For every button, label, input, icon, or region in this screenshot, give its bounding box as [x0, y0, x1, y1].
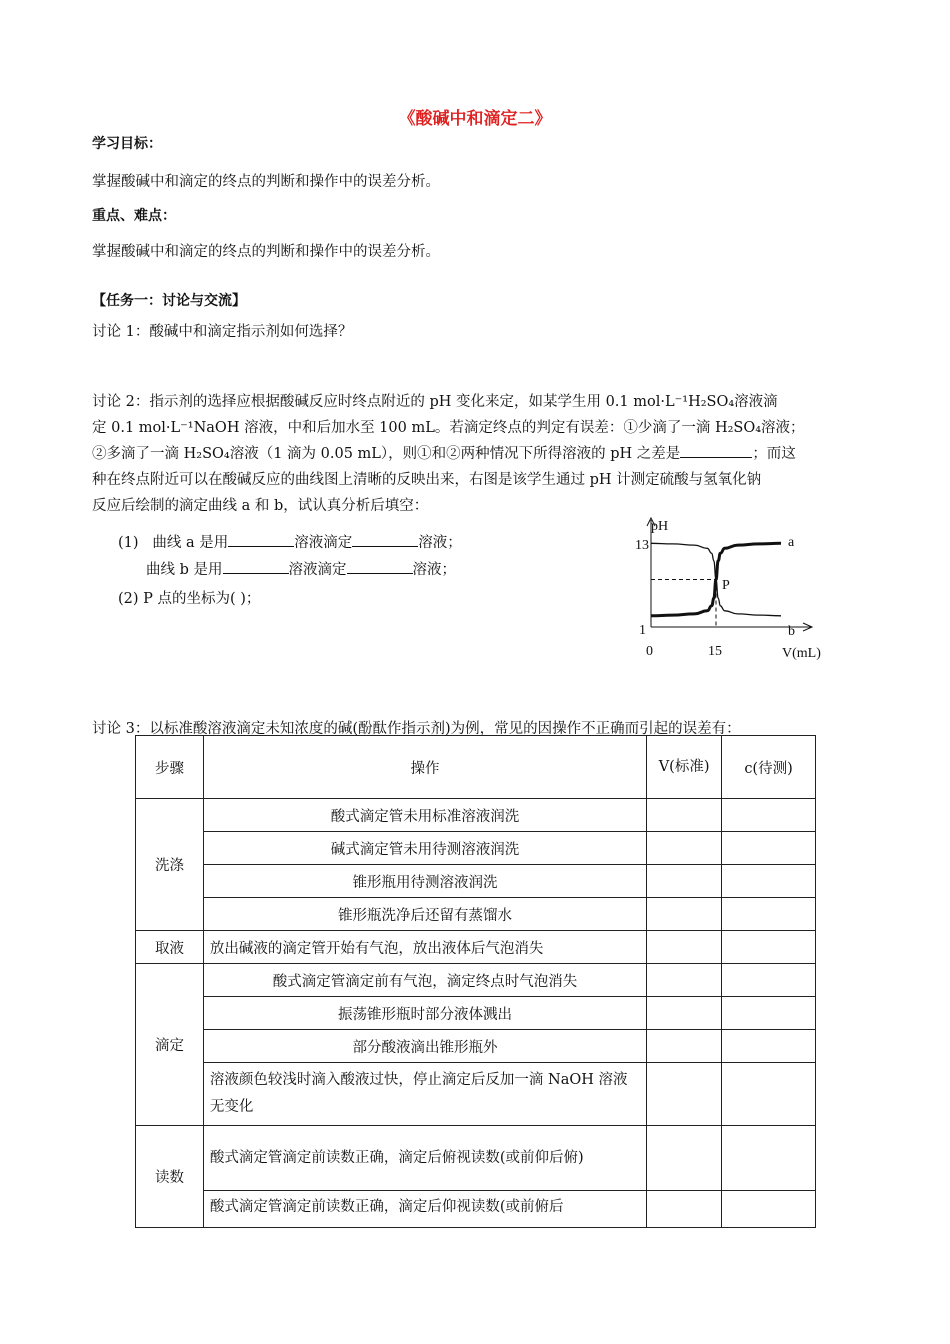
operation-cell: 锥形瓶用待测溶液润洗: [203, 865, 646, 898]
step-cell-read: 读数: [136, 1126, 204, 1228]
key-points-text: 掌握酸碱中和滴定的终点的判断和操作中的误差分析。: [92, 244, 440, 260]
c-answer-cell[interactable]: [722, 1030, 816, 1063]
task1-heading: 【任务一：讨论与交流】: [92, 293, 246, 309]
x-tick-15: 15: [708, 644, 722, 659]
discussion2-line5: 反应后绘制的滴定曲线 a 和 b，试认真分析后填空：: [92, 498, 429, 514]
discussion2-paragraph: [92, 389, 805, 519]
header-step: 步骤: [136, 736, 204, 799]
c-answer-cell[interactable]: [722, 931, 816, 964]
discussion2-line4: 种在终点附近可以在酸碱反应的曲线图上清晰的反映出来，右图是该学生通过 pH 计测定硫酸与氢氧化钠: [92, 472, 762, 488]
curve-a-titrant-blank[interactable]: [228, 531, 294, 547]
c-answer-cell[interactable]: [722, 997, 816, 1030]
curve-a-label: a: [788, 535, 795, 550]
objectives-heading: 学习目标：: [92, 136, 162, 152]
v-answer-cell[interactable]: [647, 1063, 722, 1126]
operation-cell: 溶液颜色较浅时滴入酸液过快，停止滴定后反加一滴 NaOH 溶液无变化: [203, 1063, 646, 1126]
operation-cell: 振荡锥形瓶时部分液体溅出: [203, 997, 646, 1030]
operation-cell: 碱式滴定管未用待测溶液润洗: [203, 832, 646, 865]
table-row: [136, 865, 816, 898]
discussion3-text: 讨论 3：以标准酸溶液滴定未知浓度的碱(酚酞作指示剂)为例，常见的因操作不正确而引起的误差有：: [92, 721, 741, 737]
y-tick-1: 1: [639, 623, 646, 638]
c-answer-cell[interactable]: [722, 1063, 816, 1126]
discussion2-line1: 讨论 2：指示剂的选择应根据酸碱反应时终点附近的 pH 变化来定，如某学生用 0.1 mol·L⁻¹H₂SO₄溶液滴: [92, 394, 778, 410]
v-answer-cell[interactable]: [647, 1191, 722, 1228]
v-answer-cell[interactable]: [647, 997, 722, 1030]
operation-cell: 酸式滴定管滴定前读数正确，滴定后俯视读数(或前仰后俯): [203, 1126, 646, 1191]
table-header-row: [136, 736, 816, 799]
key-points-heading: 重点、难点：: [92, 208, 176, 224]
table-row: [136, 898, 816, 931]
v-answer-cell[interactable]: [647, 898, 722, 931]
discussion2-line3: ②多滴了一滴 H₂SO₄溶液（1 滴为 0.05 mL），则①和②两种情况下所得溶液的 pH 之差是 ；而这: [92, 441, 805, 467]
c-answer-cell[interactable]: [722, 865, 816, 898]
table-row: [136, 964, 816, 997]
q1-curve-a-line: (1) 曲线 a 是用 溶液滴定 溶液；: [118, 531, 462, 552]
curve-b-label: b: [788, 624, 795, 639]
operation-cell: 放出碱液的滴定管开始有气泡，放出液体后气泡消失: [203, 931, 646, 964]
x-axis-label: V(mL): [782, 646, 821, 661]
operation-cell: 酸式滴定管滴定前读数正确，滴定后仰视读数(或前俯后: [203, 1191, 646, 1228]
titration-chart: [626, 512, 846, 672]
c-answer-cell[interactable]: [722, 832, 816, 865]
table-row: [136, 997, 816, 1030]
point-p-label: P: [722, 578, 730, 593]
step-cell-wash: 洗涤: [136, 799, 204, 931]
c-answer-cell[interactable]: [722, 1126, 816, 1191]
step-cell-titrate: 滴定: [136, 964, 204, 1126]
table-row: [136, 1191, 816, 1228]
c-answer-cell[interactable]: [722, 799, 816, 832]
x-tick-0: 0: [646, 644, 653, 659]
step-cell-pipette: 取液: [136, 931, 204, 964]
curve-b-titrant-blank[interactable]: [223, 558, 289, 574]
c-answer-cell[interactable]: [722, 1191, 816, 1228]
v-answer-cell[interactable]: [647, 1030, 722, 1063]
header-v-standard: V(标准): [647, 736, 722, 799]
ph-difference-blank[interactable]: [680, 442, 752, 458]
table-row: [136, 1063, 816, 1126]
curve-b-analyte-blank[interactable]: [347, 558, 413, 574]
y-tick-13: 13: [635, 538, 649, 553]
page-title: 《酸碱中和滴定二》: [398, 109, 552, 129]
header-c-unknown: c(待测): [722, 736, 816, 799]
c-answer-cell[interactable]: [722, 898, 816, 931]
v-answer-cell[interactable]: [647, 799, 722, 832]
table-row: [136, 1126, 816, 1191]
v-answer-cell[interactable]: [647, 1126, 722, 1191]
curve-b-line: [651, 543, 781, 616]
discussion1-text: 讨论 1：酸碱中和滴定指示剂如何选择？: [92, 324, 353, 340]
v-answer-cell[interactable]: [647, 865, 722, 898]
y-axis-label: pH: [651, 519, 669, 534]
v-answer-cell[interactable]: [647, 832, 722, 865]
table-row: [136, 799, 816, 832]
objectives-text: 掌握酸碱中和滴定的终点的判断和操作中的误差分析。: [92, 174, 440, 190]
q2-line[interactable]: (2) P 点的坐标为( )；: [118, 591, 261, 607]
table-row: [136, 832, 816, 865]
discussion2-line2: 定 0.1 mol·L⁻¹NaOH 溶液，中和后加水至 100 mL。若滴定终点的判定有误差：①少滴了一滴 H₂SO₄溶液；: [92, 420, 805, 436]
v-answer-cell[interactable]: [647, 964, 722, 997]
header-operation: 操作: [203, 736, 646, 799]
curve-a-analyte-blank[interactable]: [352, 531, 418, 547]
table-row: [136, 1030, 816, 1063]
error-analysis-table: [135, 735, 816, 1228]
operation-cell: 部分酸液滴出锥形瓶外: [203, 1030, 646, 1063]
operation-cell: 酸式滴定管滴定前有气泡，滴定终点时气泡消失: [203, 964, 646, 997]
c-answer-cell[interactable]: [722, 964, 816, 997]
operation-cell: 锥形瓶洗净后还留有蒸馏水: [203, 898, 646, 931]
operation-cell: 酸式滴定管未用标准溶液润洗: [203, 799, 646, 832]
q1-curve-b-line: 曲线 b 是用 溶液滴定 溶液；: [146, 558, 456, 579]
table-row: [136, 931, 816, 964]
v-answer-cell[interactable]: [647, 931, 722, 964]
